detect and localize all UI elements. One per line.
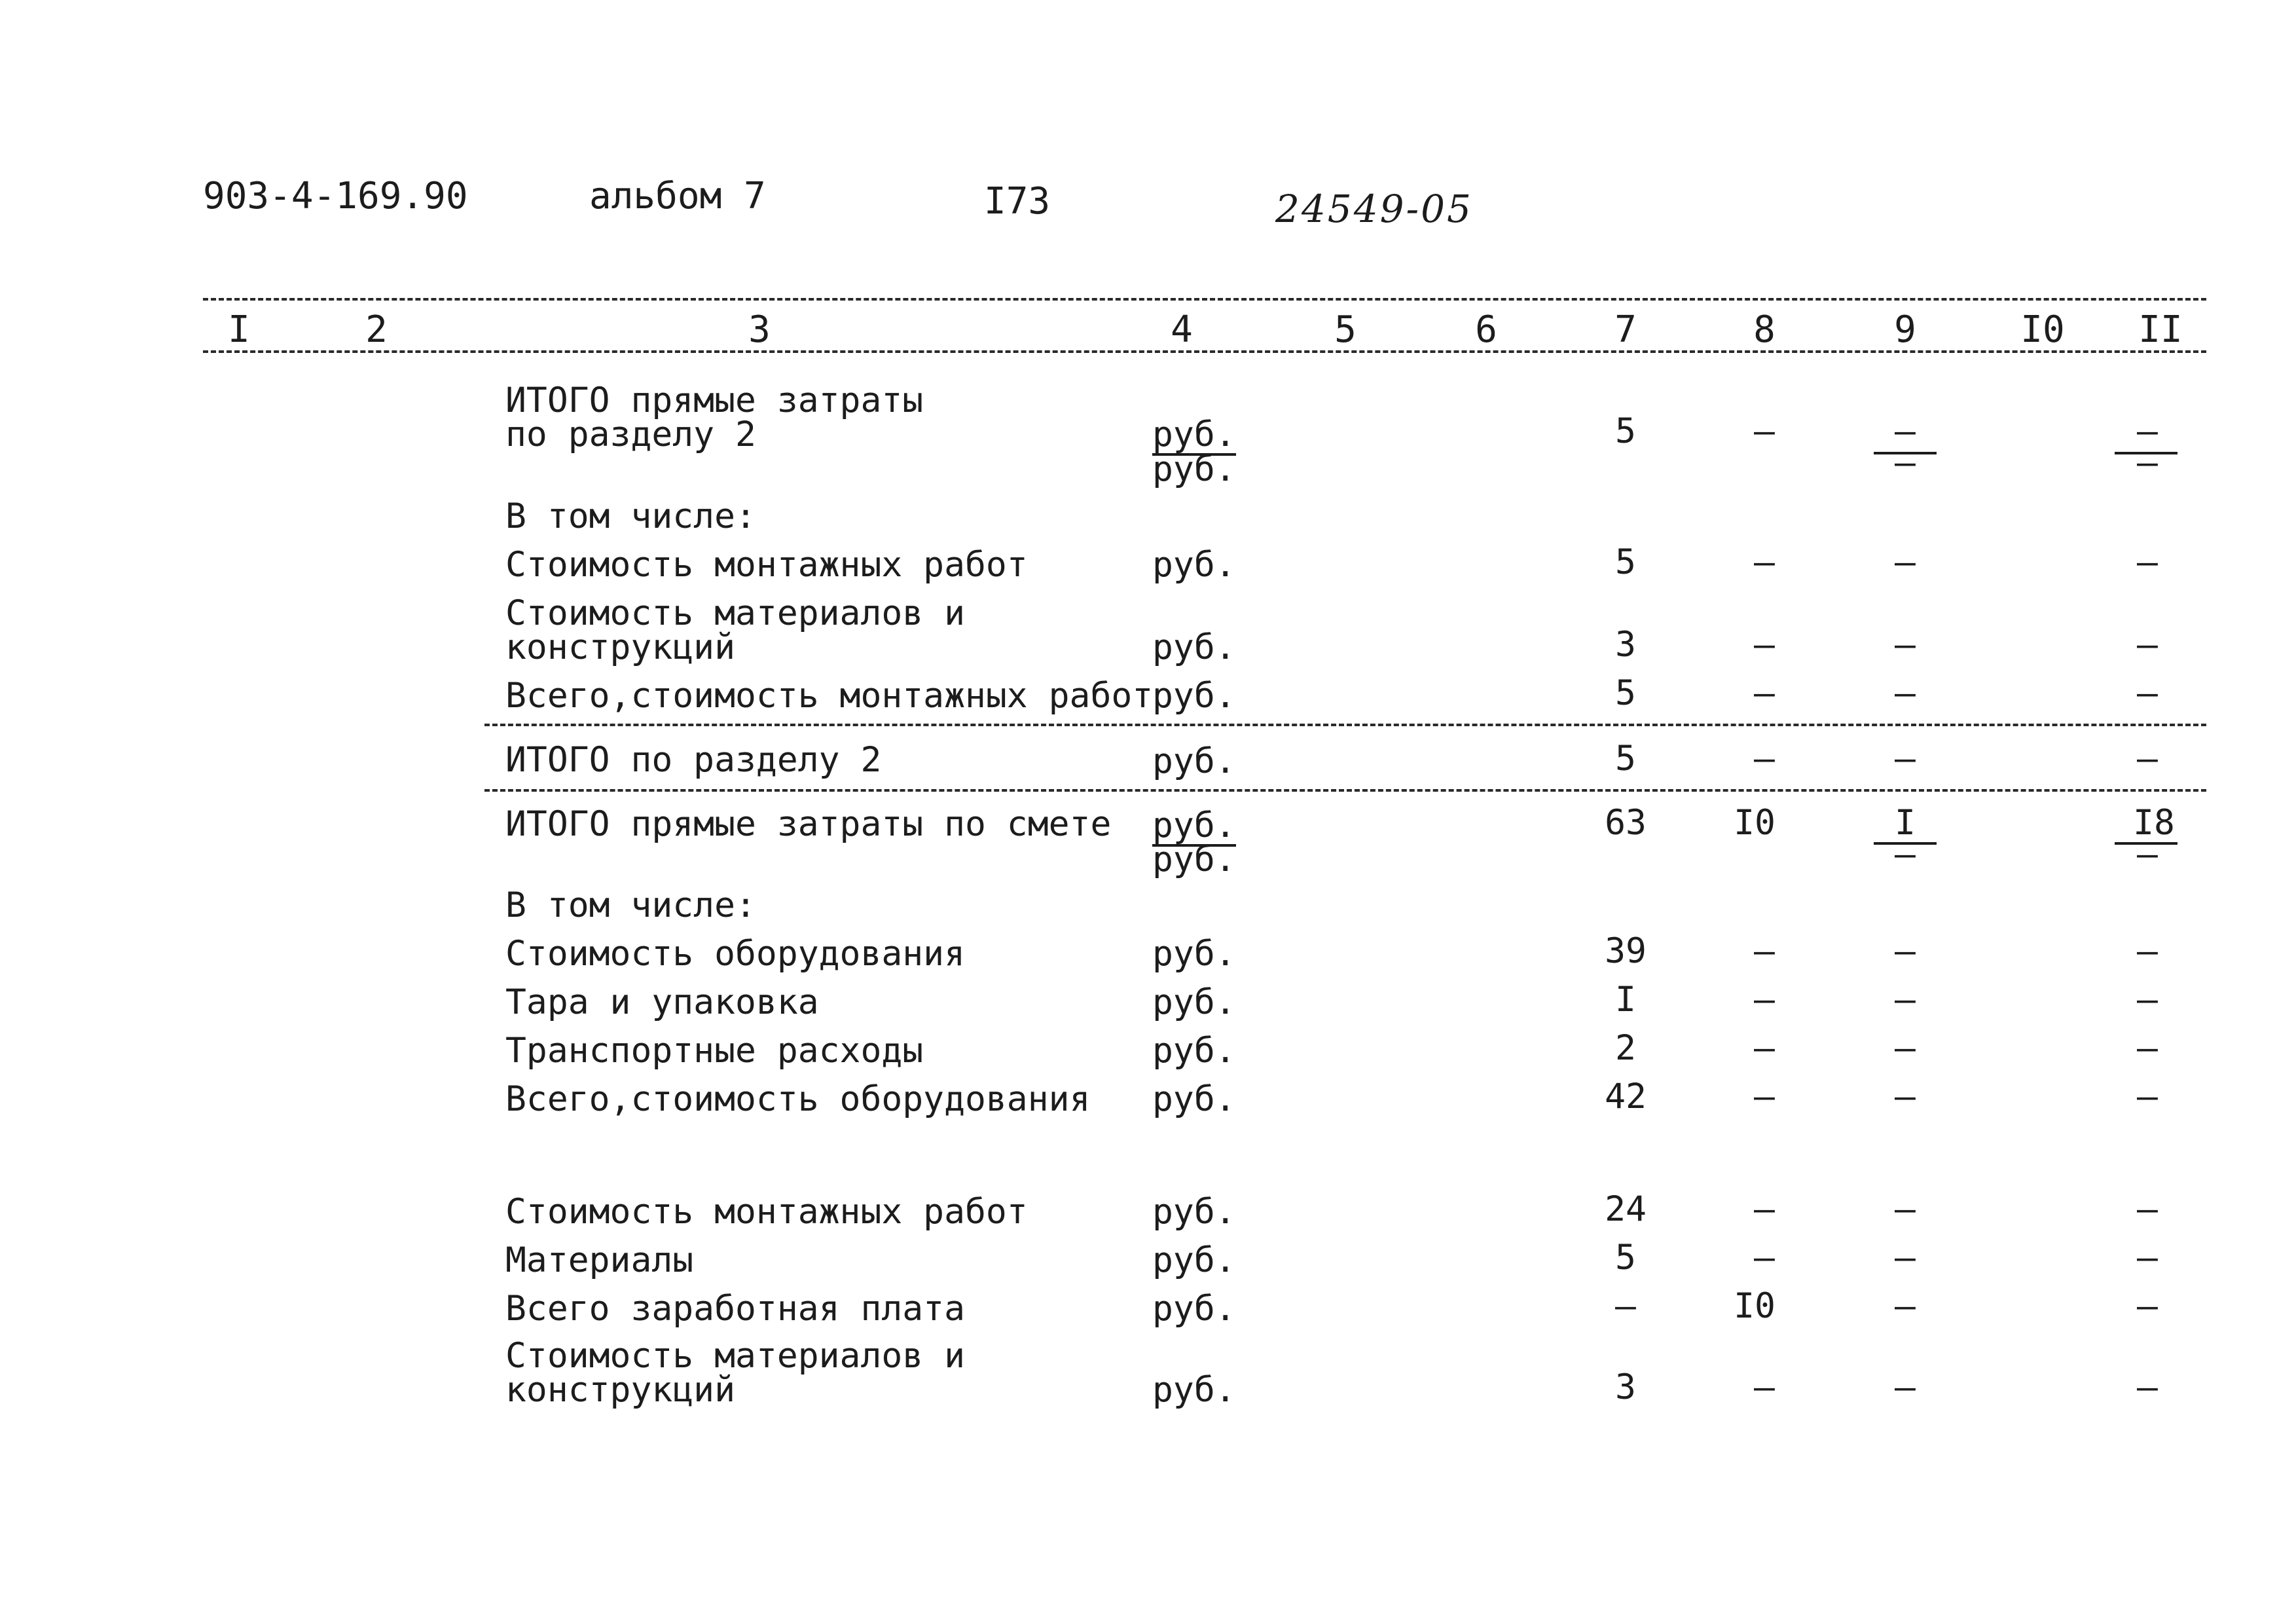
value-col7: 3 [1615,1367,1636,1407]
value-col9: – [1895,1189,1916,1229]
value-col8: – [1754,542,1775,582]
value-col8: – [1754,980,1775,1020]
value-col8: – [1754,411,1775,451]
value-col9: – [1895,542,1916,582]
unit: руб. [1152,1370,1236,1410]
value-col9: I [1895,803,1916,843]
unit: руб. [1152,805,1236,845]
row-label: ИТОГО прямые затраты [505,380,924,420]
value-col11: I8 [2133,803,2175,843]
row-label: Стоимость материалов и [505,593,965,633]
row-label: Стоимость оборудования [505,934,965,974]
column-number: 8 [1753,308,1776,351]
row-label: Всего заработная плата [505,1289,965,1329]
value-col7: – [1615,1286,1636,1326]
row-label: Всего,стоимость оборудования [505,1079,1091,1119]
value-col11: – [2137,1286,2158,1326]
value-col7: 42 [1605,1077,1647,1116]
value-col11-sub: – [2137,834,2158,874]
value-col8: I0 [1734,803,1776,843]
table-header-top-rule [203,298,2206,301]
value-col9: – [1895,1367,1916,1407]
section-subheading: В том числе: [505,885,756,925]
value-col11: – [2137,542,2158,582]
value-col11-sub: – [2137,443,2158,483]
value-col9: – [1895,980,1916,1020]
row-label: ИТОГО по разделу 2 [505,740,882,780]
value-col7: I [1615,980,1636,1020]
column-number: 4 [1171,308,1193,351]
value-col9: – [1895,931,1916,971]
value-col11: – [2137,1238,2158,1278]
column-number: 7 [1614,308,1637,351]
value-col7: 5 [1615,673,1636,713]
value-col7: 5 [1615,411,1636,451]
unit: руб. [1152,982,1236,1022]
section-subheading: В том числе: [505,496,756,536]
column-number: II [2138,308,2183,351]
column-number: I [228,308,250,351]
value-col7: 24 [1605,1189,1647,1229]
handwritten-number: 24549-05 [1275,187,1473,231]
row-label: Материалы [505,1240,694,1280]
value-col7: 5 [1615,739,1636,779]
row-label: по разделу 2 [505,415,756,454]
unit: руб. [1152,415,1236,454]
unit: руб. [1152,545,1236,585]
row-label: Тара и упаковка [505,982,819,1022]
value-col8: – [1754,931,1775,971]
unit: руб. [1152,934,1236,974]
unit-sub: руб. [1152,449,1236,489]
unit: руб. [1152,1289,1236,1329]
value-col9-sub: – [1895,834,1916,874]
value-col8: – [1754,1028,1775,1068]
value-col9-sub: – [1895,443,1916,483]
row-label: Всего,стоимость монтажных работ [505,676,1154,716]
value-col9: – [1895,1077,1916,1116]
row-label: конструкций [505,1370,735,1410]
value-col11: – [2137,739,2158,779]
column-number: 6 [1475,308,1497,351]
value-col9: – [1895,411,1916,451]
unit: руб. [1152,1240,1236,1280]
column-number: 2 [365,308,388,351]
value-col9: – [1895,625,1916,665]
value-col11: – [2137,931,2158,971]
value-col7: 5 [1615,542,1636,582]
column-number: I0 [2020,308,2065,351]
page-number: I73 [984,180,1051,223]
unit: руб. [1152,741,1236,781]
unit: руб. [1152,627,1236,667]
row-label: конструкций [505,627,735,667]
unit-sub: руб. [1152,840,1236,879]
value-col8: – [1754,625,1775,665]
value-col8: I0 [1734,1286,1776,1326]
value-col9: – [1895,673,1916,713]
value-col11: – [2137,1367,2158,1407]
value-col11: – [2137,1189,2158,1229]
column-number: 3 [748,308,771,351]
column-number: 9 [1894,308,1916,351]
value-col8: – [1754,739,1775,779]
value-col11: – [2137,411,2158,451]
value-col7: 63 [1605,803,1647,843]
value-col11: – [2137,673,2158,713]
value-col8: – [1754,1367,1775,1407]
value-col7: 2 [1615,1028,1636,1068]
value-col7: 39 [1605,931,1647,971]
unit: руб. [1152,1192,1236,1232]
value-col11: – [2137,1028,2158,1068]
value-col11: – [2137,980,2158,1020]
value-col8: – [1754,673,1775,713]
album-label: альбом 7 [589,175,766,217]
value-col8: – [1754,1077,1775,1116]
value-col9: – [1895,1028,1916,1068]
section-rule [484,724,2206,726]
document-code: 903-4-169.90 [203,175,468,217]
section-rule [484,789,2206,792]
value-col7: 5 [1615,1238,1636,1278]
row-label: Стоимость монтажных работ [505,1192,1028,1232]
value-col8: – [1754,1189,1775,1229]
unit: руб. [1152,676,1236,716]
value-col11: – [2137,1077,2158,1116]
row-label: ИТОГО прямые затраты по смете [505,804,1112,844]
value-col8: – [1754,1238,1775,1278]
value-col9: – [1895,1286,1916,1326]
row-label: Стоимость материалов и [505,1336,965,1376]
column-number: 5 [1334,308,1357,351]
row-label: Транспортные расходы [505,1031,924,1071]
value-col7: 3 [1615,625,1636,665]
value-col9: – [1895,1238,1916,1278]
unit: руб. [1152,1031,1236,1071]
value-col11: – [2137,625,2158,665]
row-label: Стоимость монтажных работ [505,545,1028,585]
value-col9: – [1895,739,1916,779]
unit: руб. [1152,1079,1236,1119]
